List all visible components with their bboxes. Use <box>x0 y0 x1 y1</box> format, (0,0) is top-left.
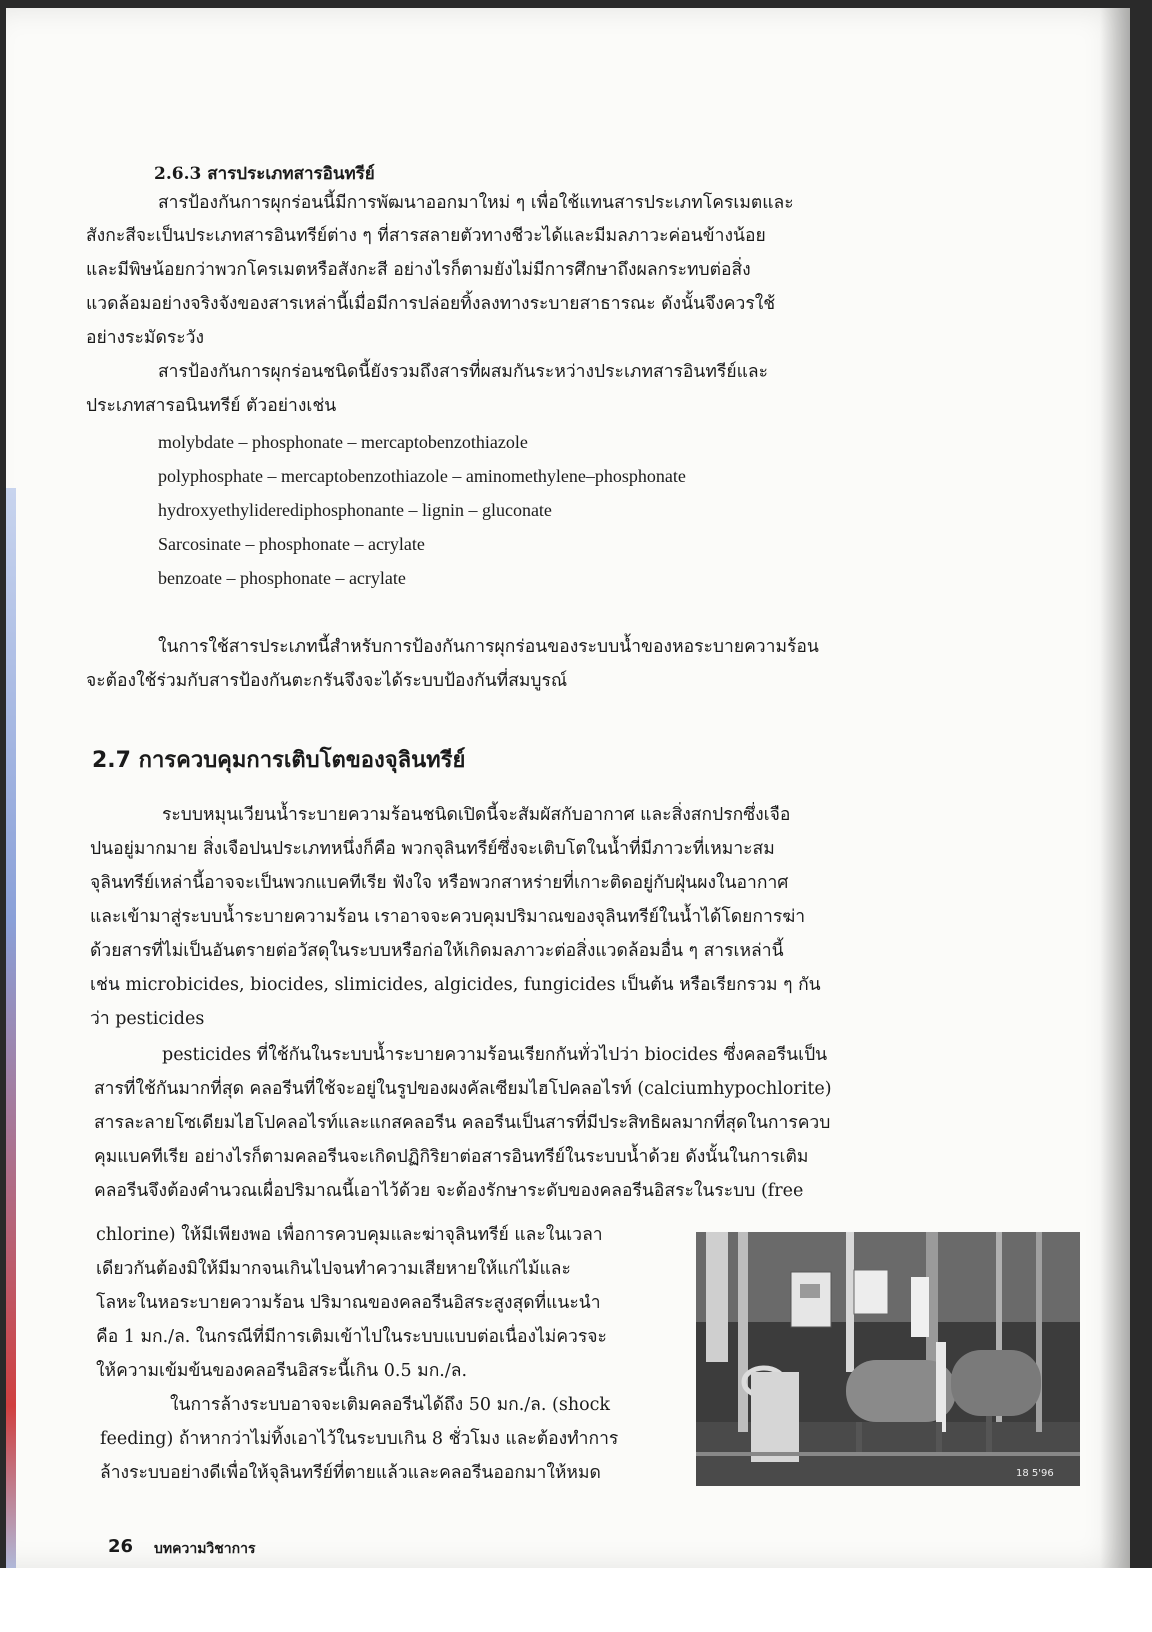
paragraph-line: ประเภทสารอนินทรีย์ ตัวอย่างเช่น <box>86 396 337 416</box>
paragraph-line: สังกะสีจะเป็นประเภทสารอินทรีย์ต่าง ๆ ที่สารสลายตัวทางชีวะได้และมีมลภาวะค่อนข้างน้อย <box>86 226 766 246</box>
example-formula: Sarcosinate – phosphonate – acrylate <box>158 534 425 554</box>
paragraph-line: จุลินทรีย์เหล่านี้อาจจะเป็นพวกแบคทีเรีย ฟังใจ หรือพวกสาหร่ายที่เกาะติดอยู่กับฝุ่นผงในอากาศ <box>90 873 789 893</box>
paragraph-line: โลหะในหอระบายความร้อน ปริมาณของคลอรีนอิสระสูงสุดที่แนะนำ <box>96 1293 601 1313</box>
paragraph-line: chlorine) ให้มีเพียงพอ เพื่อการควบคุมและฆ่าจุลินทรีย์ และในเวลา <box>96 1225 603 1245</box>
paragraph-line: จะต้องใช้ร่วมกับสารป้องกันตะกรันจึงจะได้ระบบป้องกันที่สมบูรณ์ <box>86 671 568 691</box>
paragraph-line: สารป้องกันการผุกร่อนชนิดนี้ยังรวมถึงสารที่ผสมกันระหว่างประเภทสารอินทรีย์และ <box>158 362 768 382</box>
paragraph-line: ด้วยสารที่ไม่เป็นอันตรายต่อวัสดุในระบบหรือก่อให้เกิดมลภาวะต่อสิ่งแวดล้อมอื่น ๆ สารเหล่านี้ <box>90 941 784 961</box>
paragraph-line: ว่า pesticides <box>90 1009 205 1029</box>
paragraph-line: เดียวกันต้องมิให้มีมากจนเกินไปจนทำความเสียหายให้แก่ไม้และ <box>96 1259 571 1279</box>
photo-date-stamp: 18 5'96 <box>1016 1468 1054 1479</box>
page-gutter-shadow <box>1100 8 1130 1568</box>
paragraph-line: สารป้องกันการผุกร่อนนี้มีการพัฒนาออกมาใหม่ ๆ เพื่อใช้แทนสารประเภทโครเมตและ <box>158 193 794 213</box>
equipment-photo <box>696 1232 1080 1486</box>
paragraph-line: ในการล้างระบบอาจจะเติมคลอรีนได้ถึง 50 มก./ล. (shock <box>170 1395 611 1415</box>
example-formula: polyphosphate – mercaptobenzothiazole – aminomethylene–phosphonate <box>158 466 686 486</box>
document-page <box>6 8 1130 1568</box>
paragraph-line: pesticides ที่ใช้กันในระบบน้ำระบายความร้อนเรียกกันทั่วไปว่า biocides ซึ่งคลอรีนเป็น <box>162 1045 828 1065</box>
page-number: 26 <box>108 1536 134 1557</box>
paragraph-line: feeding) ถ้าหากว่าไม่ทิ้งเอาไว้ในระบบเกิน 8 ชั่วโมง และต้องทำการ <box>100 1429 619 1449</box>
paragraph-line: ปนอยู่มากมาย สิ่งเจือปนประเภทหนึ่งก็คือ พวกจุลินทรีย์ซึ่งจะเติบโตในน้ำที่มีภาวะที่เหมาะสม <box>90 839 775 859</box>
example-formula: hydroxyethyliderediphosphonante – lignin – gluconate <box>158 500 552 520</box>
paragraph-line: สารที่ใช้กันมากที่สุด คลอรีนที่ใช้จะอยู่ในรูปของผงคัลเซียมไฮโปคลอไรท์ (calciumhypochlorite) <box>94 1079 832 1099</box>
paragraph-line: เช่น microbicides, biocides, slimicides, algicides, fungicides เป็นต้น หรือเรียกรวม ๆ กัน <box>90 975 821 995</box>
example-formula: benzoate – phosphonate – acrylate <box>158 568 406 588</box>
paragraph-line: คือ 1 มก./ล. ในกรณีที่มีการเติมเข้าไปในระบบแบบต่อเนื่องไม่ควรจะ <box>96 1327 607 1347</box>
subsection-heading-2-6-3: 2.6.3 สารประเภทสารอินทรีย์ <box>154 164 375 184</box>
paragraph-line: คุมแบคทีเรีย อย่างไรก็ตามคลอรีนจะเกิดปฏิกิริยาต่อสารอินทรีย์ในระบบน้ำด้วย ดังนั้นในการเติม <box>94 1147 809 1167</box>
section-heading-2-7: 2.7 การควบคุมการเติบโตของจุลินทรีย์ <box>92 748 466 773</box>
paragraph-line: คลอรีนจึงต้องคำนวณเผื่อปริมาณนี้เอาไว้ด้วย จะต้องรักษาระดับของคลอรีนอิสระในระบบ (free <box>94 1181 804 1201</box>
paragraph-line: แวดล้อมอย่างจริงจังของสารเหล่านี้เมื่อมีการปล่อยทิ้งลงทางระบายสาธารณะ ดังนั้นจึงควรใช้ <box>86 294 776 314</box>
paragraph-line: ล้างระบบอย่างดีเพื่อให้จุลินทรีย์ที่ตายแล้วและคลอรีนออกมาให้หมด <box>100 1463 601 1483</box>
paragraph-line: และมีพิษน้อยกว่าพวกโครเมตหรือสังกะสี อย่างไรก็ตามยังไม่มีการศึกษาถึงผลกระทบต่อสิ่ง <box>86 260 751 280</box>
paragraph-line: อย่างระมัดระวัง <box>86 328 205 348</box>
paragraph-line: ให้ความเข้มข้นของคลอรีนอิสระนี้เกิน 0.5 มก./ล. <box>96 1361 468 1381</box>
page-edge-stripe <box>6 488 16 1568</box>
paragraph-line: และเข้ามาสู่ระบบน้ำระบายความร้อน เราอาจจะควบคุมปริมาณของจุลินทรีย์ในน้ำได้โดยการฆ่า <box>90 907 806 927</box>
scan-bottom-margin <box>0 1568 1152 1632</box>
publication-title: บทความวิชาการ <box>154 1541 256 1557</box>
equipment-photo-illustration <box>696 1232 1080 1486</box>
example-formula: molybdate – phosphonate – mercaptobenzothiazole <box>158 432 528 452</box>
paragraph-line: ในการใช้สารประเภทนี้สำหรับการป้องกันการผุกร่อนของระบบน้ำของหอระบายความร้อน <box>158 637 819 657</box>
paragraph-line: สารละลายโซเดียมไฮโปคลอไรท์และแกสคลอรีน คลอรีนเป็นสารที่มีประสิทธิผลมากที่สุดในการควบ <box>94 1113 831 1133</box>
paragraph-line: ระบบหมุนเวียนน้ำระบายความร้อนชนิดเปิดนี้จะสัมผัสกับอากาศ และสิ่งสกปรกซึ่งเจือ <box>162 805 791 825</box>
